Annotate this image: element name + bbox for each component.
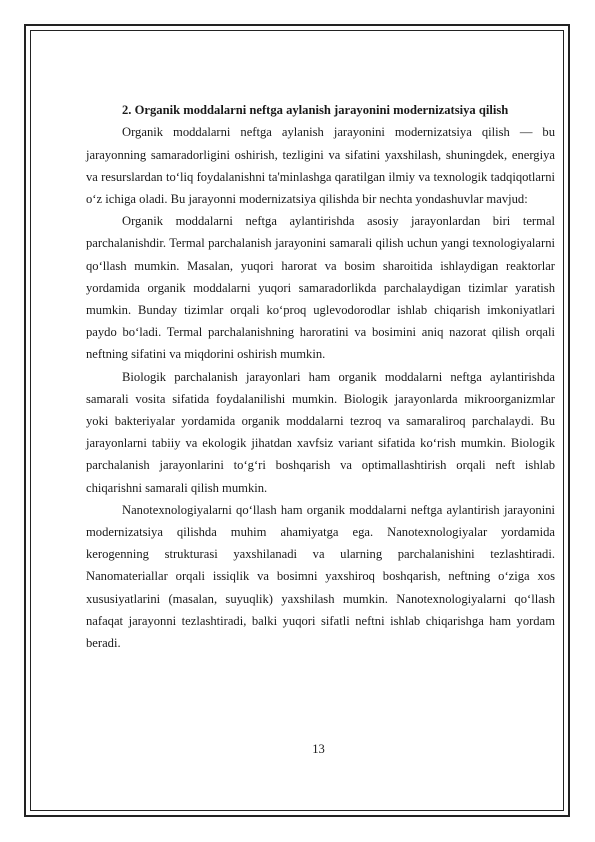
page-content (86, 99, 555, 654)
section-heading: 2. Organik moddalarni neftga aylanish jarayonini modernizatsiya qilish (122, 103, 509, 117)
page-number: 13 (312, 742, 325, 756)
paragraph-biological: Biologik parchalanish jarayonlari ham organik moddalarni neftga aylantirishda samarali vosita sifatida foydalanilishi mumkin. Biologik jarayonlarda mikroorganizmlar yoki bakteriyalar yordamida organik moddalarni tezroq va samaraliroq parchalaydi. Bu jarayonlarni tabiiy va ekologik jihatdan xavfsiz variant sifatida ko‘rish mumkin. Biologik parchalanish jarayonlarini to‘g‘ri boshqarish va optimallashtirish orqali neft ishlab chiqarishni samarali qilish mumkin. (86, 369, 555, 495)
paragraph-intro: Organik moddalarni neftga aylanish jarayonini modernizatsiya qilish — bu jarayonning samaradorligini oshirish, tezligini va sifatini yaxshilash, shuningdek, energiya va resurslardan to‘liq foydalanishni ta'minlashga qaratilgan ilmiy va texnologik tadqiqotlarni o‘z ichiga oladi. Bu jarayonni modernizatsiya qilishda bir nechta yondashuvlar mavjud: (86, 125, 555, 206)
paragraph-nanotechnology: Nanotexnologiyalarni qo‘llash ham organik moddalarni neftga aylantirish jarayonini modernizatsiya qilishda muhim ahamiyatga ega. Nanotexnologiyalar yordamida kerogenning strukturasi yaxshilanadi va ularning parchalanishini tezlashtiradi. Nanomateriallar orqali issiqlik va bosimni yaxshiroq boshqarish, neftning o‘ziga xos xususiyatlarini (masalan, suyuqlik) yaxshilash mumkin. Nanotexnologiyalarni qo‘llash nafaqat jarayonni tezlashtiradi, balki yuqori sifatli neftni ishlab chiqarishga ham yordam beradi. (86, 502, 555, 650)
paragraph-thermal: Organik moddalarni neftga aylantirishda asosiy jarayonlardan biri termal parchalanishdir. Termal parchalanish jarayonini samarali qilish uchun yangi texnologiyalarni qo‘llash mumkin. Masalan, yuqori harorat va bosim sharoitida ishlaydigan reaktorlar yordamida organik moddalarni yuqori samaradorlikda parchalaydigan tizimlar yaratish mumkin. Bunday tizimlar orqali ko‘proq uglevodorodlar ishlab chiqarish imkoniyatlari paydo bo‘ladi. Termal parchalanishning haroratini va bosimini aniq nazorat qilish orqali neftning sifatini va miqdorini oshirish mumkin. (86, 214, 555, 362)
